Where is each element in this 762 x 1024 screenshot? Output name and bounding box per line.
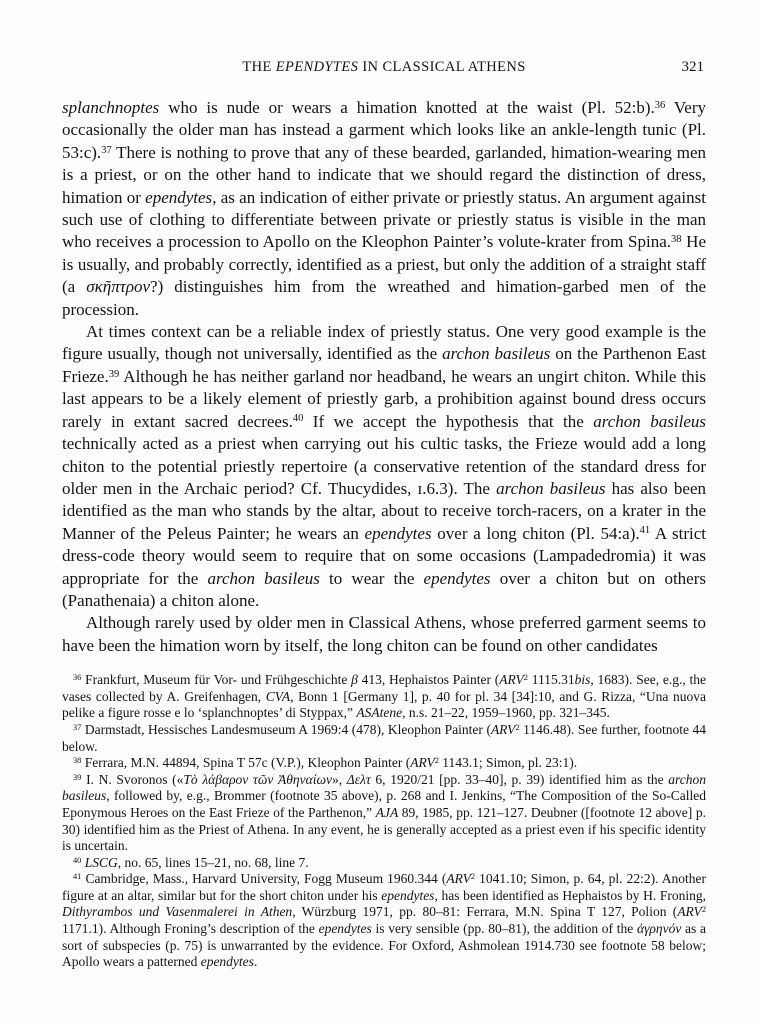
- paragraph-2: At times context can be a reliable index of priestly status. One very good example is the figure usually, though not universally, identified as the archon basileus on the Parthenon East Frieze.$^{39}$ Although he has neither garland nor headband, he wears an ungirt chiton. While this last appears to be a likely element of priestly garb, a prohibition against bound dress occurs rarely in extant sacred decrees.$^{40}$ If we accept the hypothesis that the archon basileus technically acted as a priest when carrying out his cultic tasks, the Frieze would add a long chiton to the potential priestly repertoire (a conservative retention of the standard dress for older men in the Archaic period? Cf. Thucydides, ɪ.6.3). The archon basileus has also been identified as the man who stands by the altar, about to receive torch-racers, on a krater in the Manner of the Peleus Painter; he wears an ependytes over a long chiton (Pl. 54:a).$^{41}$ A strict dress-code theory would seem to require that on some occasions (Lampadedromia) it was appropriate for the archon basileus to wear the ependytes over a chiton but on others (Panathenaia) a chiton alone.: [62, 322, 706, 610]
- footnote-38: $^{38}$ Ferrara, M.N. 44894, Spina T 57c (V.P.), Kleophon Painter (ARV$^2$ 1143.1; Simon, pl. 23:1).: [73, 755, 578, 771]
- footnote-39: $^{39}$ I. N. Svoronos («Τὸ λάβαρον τῶν Ἀθηναίων», Δελτ 6, 1920/21 [pp. 33–40], p. 39) identified him as the archon basileus, followed by, e.g., Brommer (footnote 35 above), p. 268 and I. Jenkins, “The Composition of the So-Called Eponymous Heroes on the East Frieze of the Parthenon,” AJA 89, 1985, pp. 121–127. Deubner ([footnote 12 above] p. 30) identified him as the Priest of Athena. In any event, he is generally accepted as a priest even if his specific identity is uncertain.: [62, 771, 707, 854]
- footnote-number: 41: [73, 872, 82, 882]
- footnote-number: 38: [73, 755, 82, 765]
- paragraph-3: Although rarely used by older men in Classical Athens, whose preferred garment seems to have been the himation worn by itself, the long chiton can be found on other candidates: [62, 613, 706, 655]
- body-text: [62, 97, 706, 657]
- running-title: THE EPENDYTES IN CLASSICAL ATHENS: [242, 59, 526, 75]
- footnote-number: 36: [73, 672, 82, 682]
- footnote-36: $^{36}$ Frankfurt, Museum für Vor- und Frühgeschichte β 413, Hephaistos Painter (ARV$^2$ 1115.31bis, 1683). See, e.g., the vases collected by A. Greifenhagen, CVA, Bonn 1 [Germany 1], p. 40 for pl. 34 [34]:10, and G. Rizza, “Una nuova pelike a figure rosse e lo ‘splanchnoptes’ di Styppax,” ASAtene, n.s. 21–22, 1959–1960, pp. 321–345.: [62, 672, 706, 721]
- page-number: 321: [681, 59, 704, 75]
- footnote-number: 39: [73, 772, 82, 782]
- footnote-number: 40: [73, 855, 82, 865]
- footnote-37: $^{37}$ Darmstadt, Hessisches Landesmuseum A 1969:4 (478), Kleophon Painter (ARV$^2$ 1146.48). See further, footnote 44 below.: [62, 721, 706, 754]
- paragraph-1: splanchnoptes who is nude or wears a himation knotted at the waist (Pl. 52:b).$^{36}$ Very occasionally the older man has instead a garment which looks like an ankle-length tunic (Pl. 53:c).$^{37}$ There is nothing to prove that any of these bearded, garlanded, himation-wearing men is a priest, or on the other hand to indicate that we should regard the distinction of dress, himation or ependytes, as an indication of either private or priestly status. An argument against such use of clothing to differentiate between private or priestly status is visible in the man who receives a procession to Apollo on the Kleophon Painter’s volute-krater from Spina.$^{38}$ He is usually, and probably correctly, identified as a priest, but only the addition of a straight staff (a σκῆπτρον?) distinguishes him from the wreathed and himation-garbed men of the procession.: [62, 98, 707, 319]
- footnote-40: $^{40}$ LSCG, no. 65, lines 15–21, no. 68, line 7.: [73, 854, 309, 870]
- footnote-41: $^{41}$ Cambridge, Mass., Harvard University, Fogg Museum 1960.344 (ARV$^2$ 1041.10; Simon, p. 64, pl. 22:2). Another figure at an altar, similar but for the short chiton under his ependytes, has been identified as Hephaistos by H. Froning, Dithyrambos und Vasenmalerei in Athen, Würzburg 1971, pp. 80–81: Ferrara, M.N. Spina T 127, Polion (ARV$^2$ 1171.1). Although Froning’s description of the ependytes is very sensible (pp. 80–81), the addition of the ἀγρηνόν as a sort of subspecies (p. 75) is unwarranted by the evidence. For Oxford, Ashmolean 1914.730 see footnote 58 below; Apollo wears a patterned ependytes.: [62, 871, 707, 970]
- running-header: [62, 58, 706, 76]
- footnote-number: 37: [73, 722, 82, 732]
- footnotes-section: [62, 672, 706, 971]
